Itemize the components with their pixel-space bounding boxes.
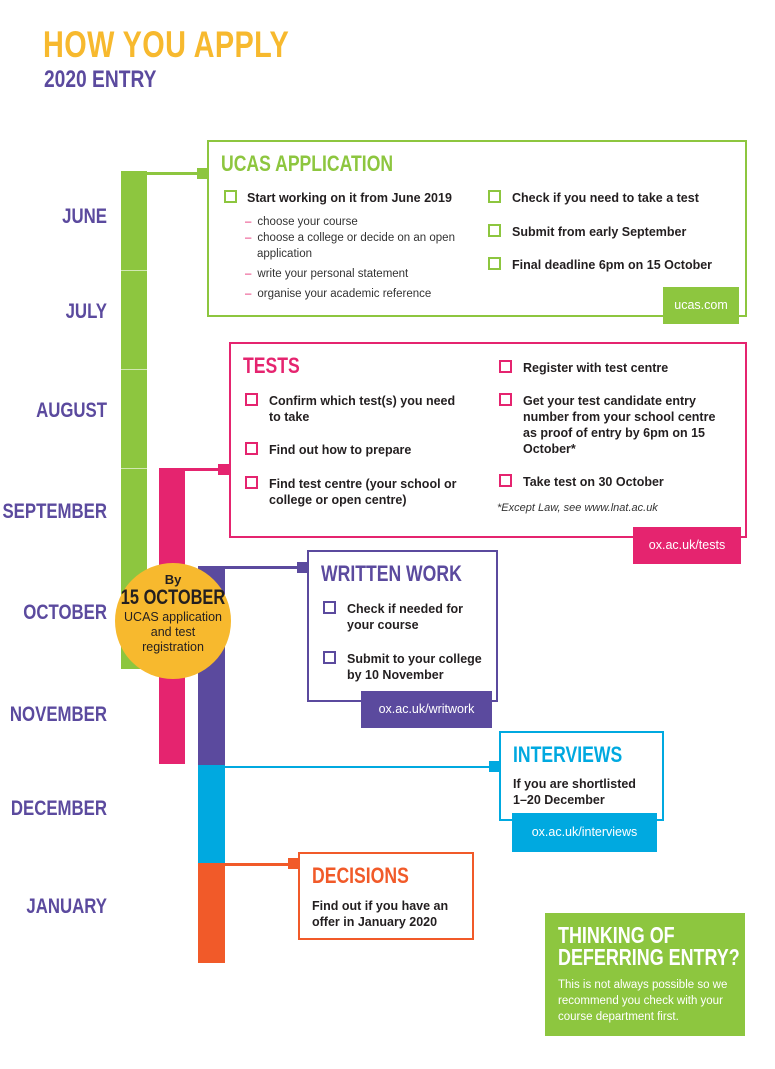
tests-link[interactable]: ox.ac.uk/tests (633, 527, 741, 564)
tests-right-item: Get your test candidate entry number from your school centre as proof of entry by 6pm on 15 October* (523, 394, 716, 456)
checkbox-icon (488, 257, 501, 270)
deadline-badge-by: By (164, 572, 182, 587)
interviews-text: If you are shortlisted 1–20 December (513, 777, 636, 807)
interviews-box (499, 731, 664, 821)
deferring-title-line2: DEFERRING ENTRY? (558, 944, 740, 970)
interviews-title: INTERVIEWS (513, 742, 623, 767)
tests-note: *Except Law, see www.lnat.ac.uk (497, 502, 658, 514)
month-label-november: NOVEMBER (9, 703, 107, 726)
written-link[interactable]: ox.ac.uk/writwork (361, 691, 492, 728)
month-label-january: JANUARY (26, 895, 107, 918)
page-title: HOW YOU APPLY (43, 24, 290, 65)
checkbox-icon (323, 601, 336, 614)
interviews-timeline-bar (198, 765, 225, 863)
month-label-july: JULY (65, 300, 107, 323)
ucas-connector (147, 172, 202, 175)
checkbox-icon (245, 393, 258, 406)
ucas-start-item: Start working on it from June 2019 (247, 191, 452, 205)
month-divider (121, 468, 147, 469)
decisions-box (298, 852, 474, 940)
written-item: Submit to your college by 10 November (347, 652, 482, 682)
checkbox-icon (499, 360, 512, 373)
ucas-link[interactable]: ucas.com (663, 287, 739, 324)
checkbox-icon (499, 393, 512, 406)
checkbox-icon (499, 474, 512, 487)
ucas-right-item: Check if you need to take a test (512, 191, 699, 205)
tests-title: TESTS (243, 353, 300, 378)
month-label-december: DECEMBER (10, 797, 107, 820)
deferring-text: This is not always possible so we recommend you check with your course department first. (558, 979, 728, 1023)
ucas-title: UCAS APPLICATION (221, 151, 394, 176)
ucas-sub-item: – organise your academic reference (245, 288, 432, 300)
tests-connector (185, 468, 221, 471)
checkbox-icon (224, 190, 237, 203)
decisions-title: DECISIONS (312, 863, 409, 888)
interviews-connector (225, 766, 493, 768)
month-label-june: JUNE (62, 205, 107, 228)
deferring-panel (545, 913, 745, 1036)
deferring-title-line1: THINKING OF (558, 922, 675, 948)
tests-left-item: Confirm which test(s) you need to take (269, 394, 456, 424)
written-item: Check if needed for your course (347, 602, 463, 632)
ucas-sub-item: – choose your course (245, 216, 358, 228)
tests-connector-dot (218, 464, 229, 475)
deadline-badge-text: UCAS application and test registration (124, 610, 222, 654)
month-label-august: AUGUST (36, 399, 107, 422)
checkbox-icon (488, 190, 501, 203)
checkbox-icon (323, 651, 336, 664)
tests-right-item: Register with test centre (523, 361, 669, 375)
ucas-sub-item: – write your personal statement (245, 268, 409, 280)
deadline-badge-date: 15 OCTOBER (120, 586, 226, 609)
tests-box (229, 342, 747, 538)
month-label-september: SEPTEMBER (2, 500, 108, 523)
checkbox-icon (245, 442, 258, 455)
deadline-badge (115, 563, 231, 679)
tests-left-item: Find out how to prepare (269, 443, 412, 457)
decisions-timeline-bar (198, 863, 225, 963)
interviews-link[interactable]: ox.ac.uk/interviews (512, 813, 657, 852)
decisions-text: Find out if you have an offer in January 2020 (312, 899, 449, 929)
page-subtitle: 2020 ENTRY (44, 66, 157, 93)
checkbox-icon (488, 224, 501, 237)
tests-left-item: Find test centre (your school or college or open centre) (269, 477, 457, 507)
month-divider (121, 270, 147, 271)
ucas-right-item: Submit from early September (512, 225, 687, 239)
written-work-box (307, 550, 498, 702)
decisions-connector (225, 863, 291, 866)
ucas-right-item: Final deadline 6pm on 15 October (512, 258, 713, 272)
tests-right-item: Take test on 30 October (523, 475, 664, 489)
month-label-october: OCTOBER (23, 601, 107, 624)
month-divider (121, 369, 147, 370)
written-title: WRITTEN WORK (321, 561, 462, 586)
checkbox-icon (245, 476, 258, 489)
ucas-sub-item: – choose a college or decide on an open application (245, 232, 455, 260)
written-connector (225, 566, 299, 569)
